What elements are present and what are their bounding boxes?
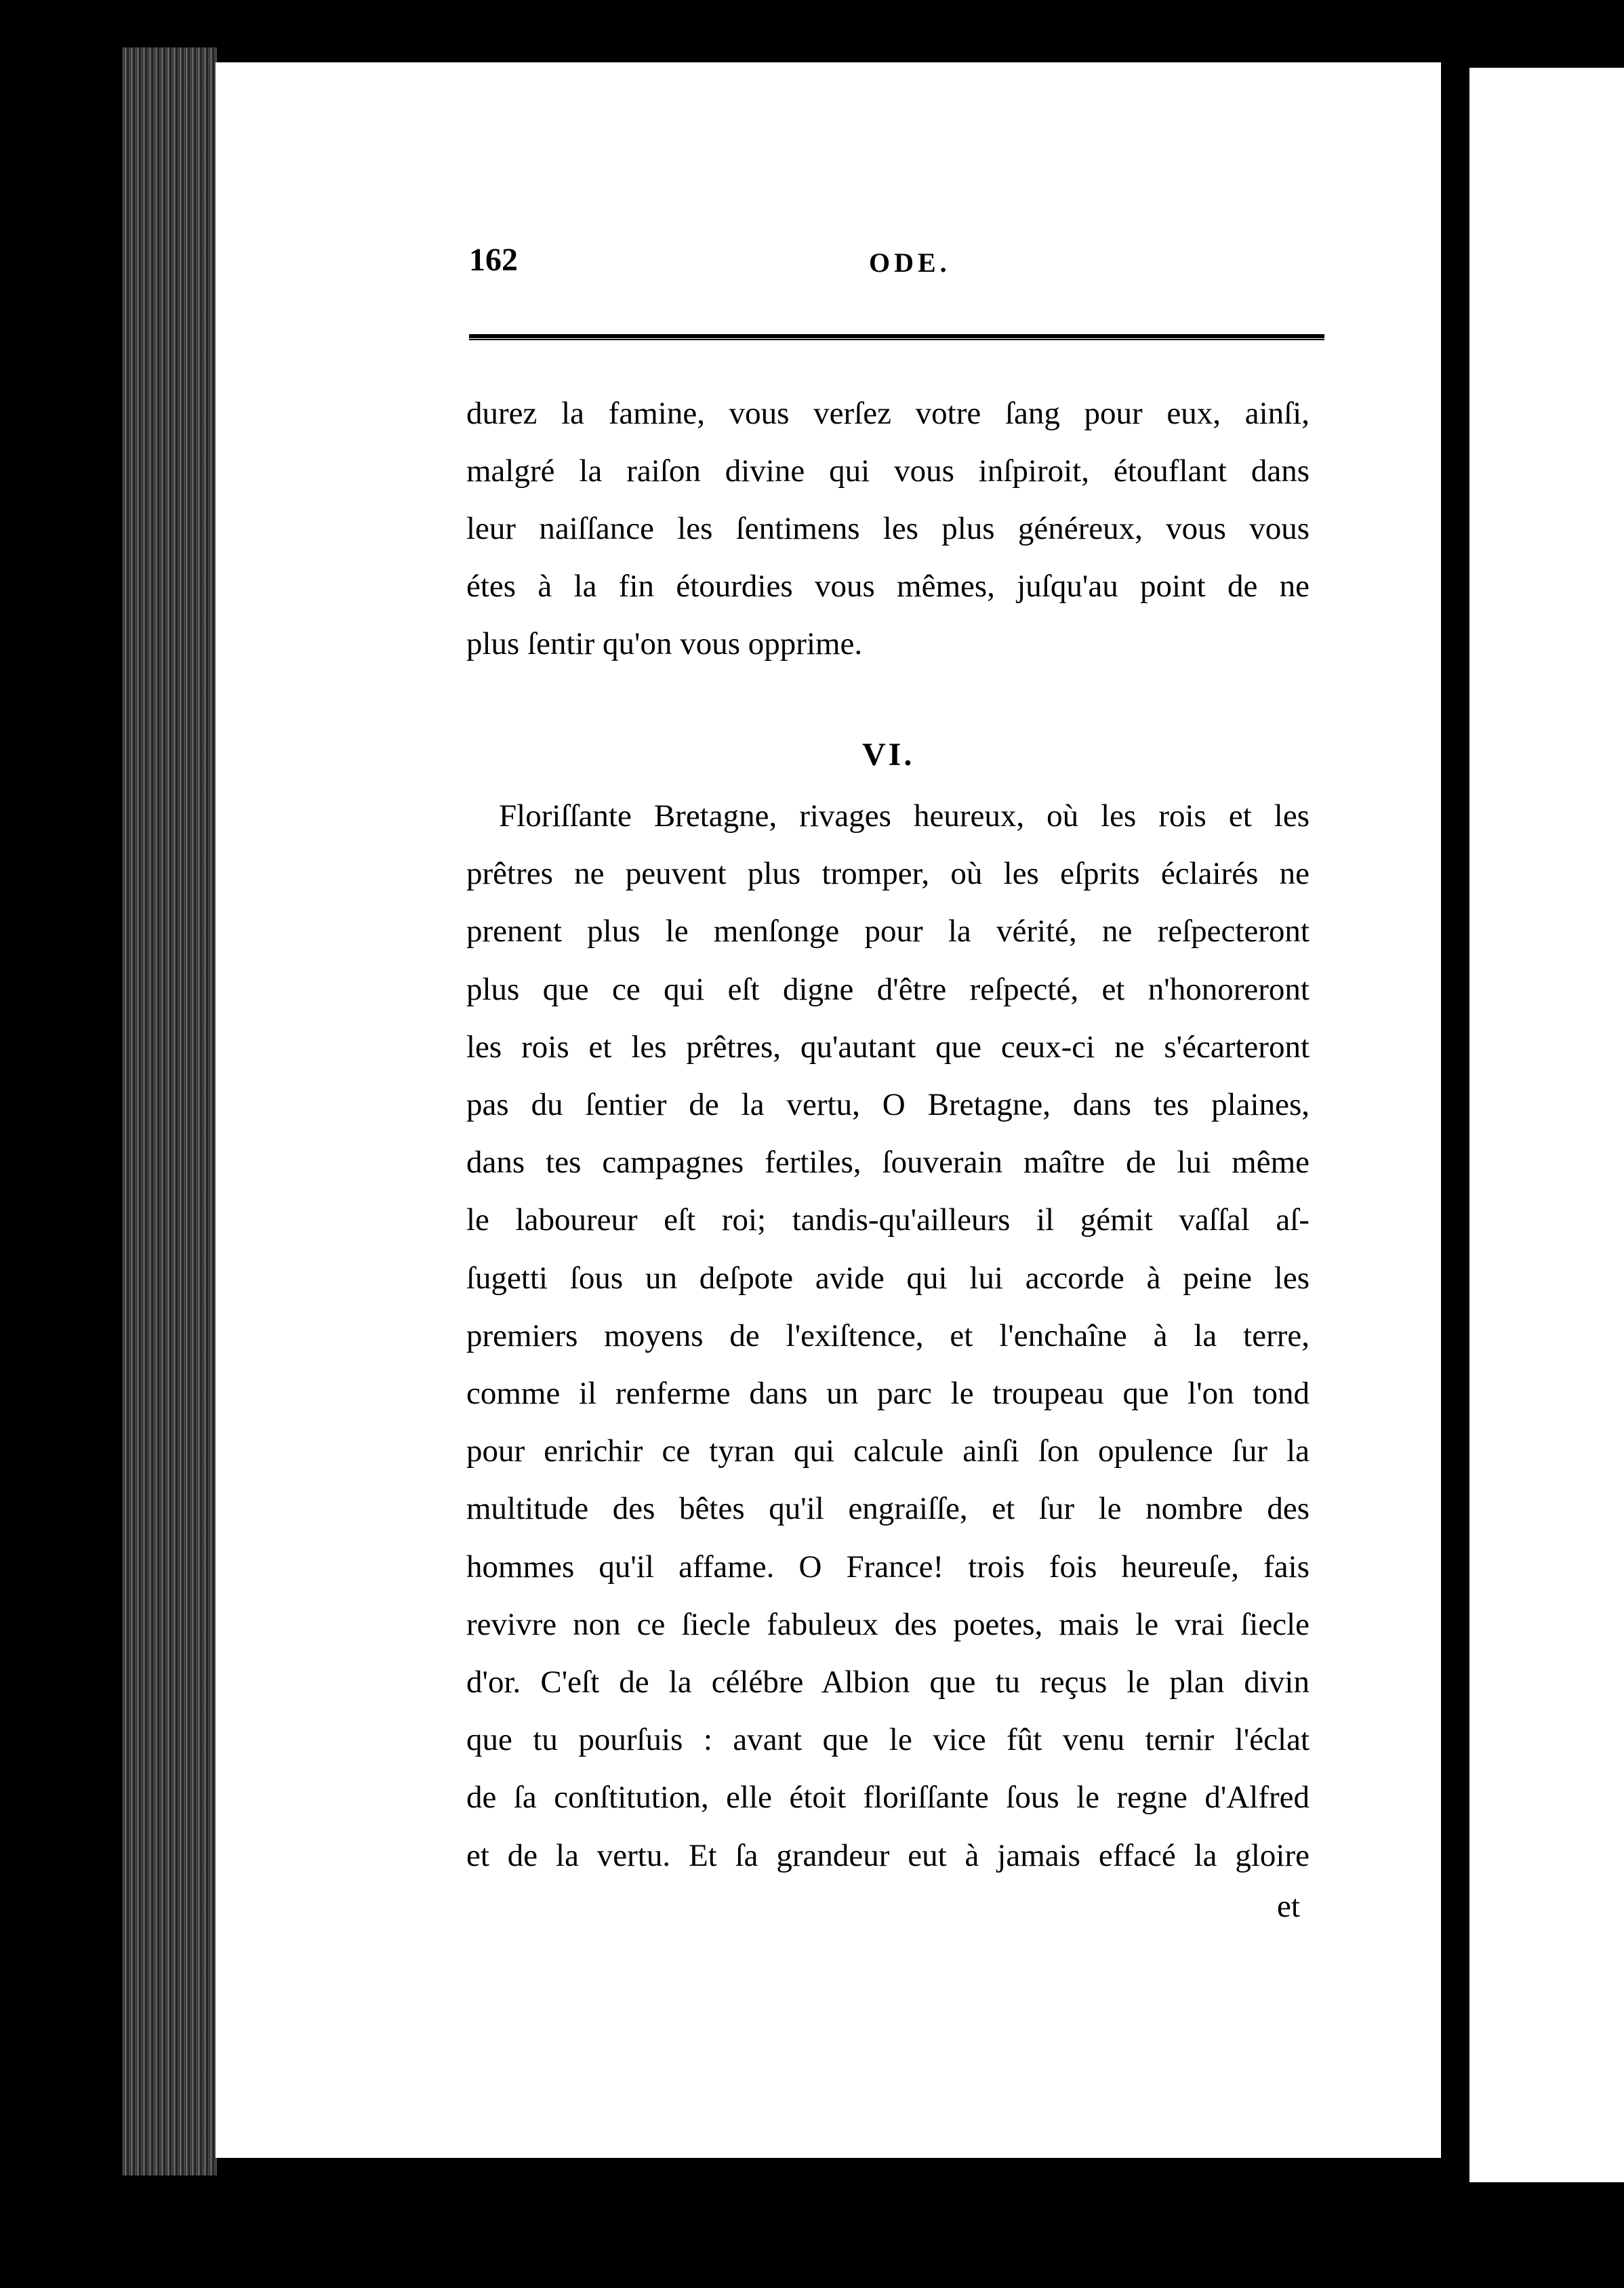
text-line: le laboureur eſt roi; tandis-qu'ailleurs il gémit vaſſal aſ- (466, 1202, 1310, 1238)
text-line: les rois et les prêtres, qu'autant que ceux-ci ne s'écarteront (466, 1029, 1310, 1065)
text-line: hommes qu'il affame. O France! trois fois heureuſe, fais (466, 1549, 1310, 1585)
page-number: 162 (469, 242, 518, 278)
text-line: prenent plus le menſonge pour la vérité, ne reſpecteront (466, 914, 1310, 949)
paragraph-1 (466, 385, 1310, 673)
text-line: dans tes campagnes fertiles, ſouverain maître de lui même (466, 1145, 1310, 1181)
text-line: étes à la fin étourdies vous mêmes, juſqu'au point de ne (466, 569, 1310, 604)
page-header (469, 241, 1324, 289)
text-line: et de la vertu. Et ſa grandeur eut à jamais effacé la gloire (466, 1837, 1310, 1873)
text-line: plus ſentir qu'on vous opprime. (466, 626, 863, 661)
text-line: leur naiſſance les ſentimens les plus généreux, vous vous (466, 511, 1310, 546)
text-line: d'or. C'eſt de la célébre Albion que tu reçus le plan divin (466, 1664, 1310, 1700)
text-line: pour enrichir ce tyran qui calcule ainſi ſon opulence ſur la (466, 1433, 1310, 1469)
text-line: malgré la raiſon divine qui vous inſpiroit, étouflant dans (466, 453, 1310, 489)
text-line: que tu pourſuis : avant que le vice fût venu ternir l'éclat (466, 1722, 1310, 1758)
paragraph-2 (466, 788, 1310, 1885)
book-page-edges (122, 47, 217, 2175)
facing-page-edge (1469, 68, 1624, 2182)
text-line: pas du ſentier de la vertu, O Bretagne, dans tes plaines, (466, 1087, 1310, 1123)
header-rule (469, 334, 1324, 340)
text-line: comme il renferme dans un parc le troupeau que l'on tond (466, 1376, 1310, 1412)
text-line: premiers moyens de l'exiſtence, et l'enchaîne à la terre, (466, 1317, 1310, 1353)
catchword: et (1277, 1889, 1300, 1924)
text-line: multitude des bêtes qu'il engraiſſe, et ſur le nombre des (466, 1491, 1310, 1527)
text-line: Floriſſante Bretagne, rivages heureux, où les rois et les (499, 798, 1310, 834)
running-head: ODE. (869, 247, 951, 278)
text-line: prêtres ne peuvent plus tromper, où les eſprits éclairés ne (466, 856, 1310, 892)
text-line: de ſa conſtitution, elle étoit floriſſante ſous le regne d'Alfred (466, 1780, 1310, 1816)
text-line: ſugetti ſous un deſpote avide qui lui accorde à peine les (466, 1260, 1310, 1296)
book-gutter (1441, 62, 1469, 2184)
text-line: revivre non ce ſiecle fabuleux des poetes, mais le vrai ſiecle (466, 1606, 1310, 1642)
text-line: durez la famine, vous verſez votre ſang pour eux, ainſi, (466, 396, 1310, 431)
section-heading: VI. (862, 737, 915, 773)
text-line: plus que ce qui eſt digne d'être reſpecté, et n'honoreront (466, 971, 1310, 1007)
